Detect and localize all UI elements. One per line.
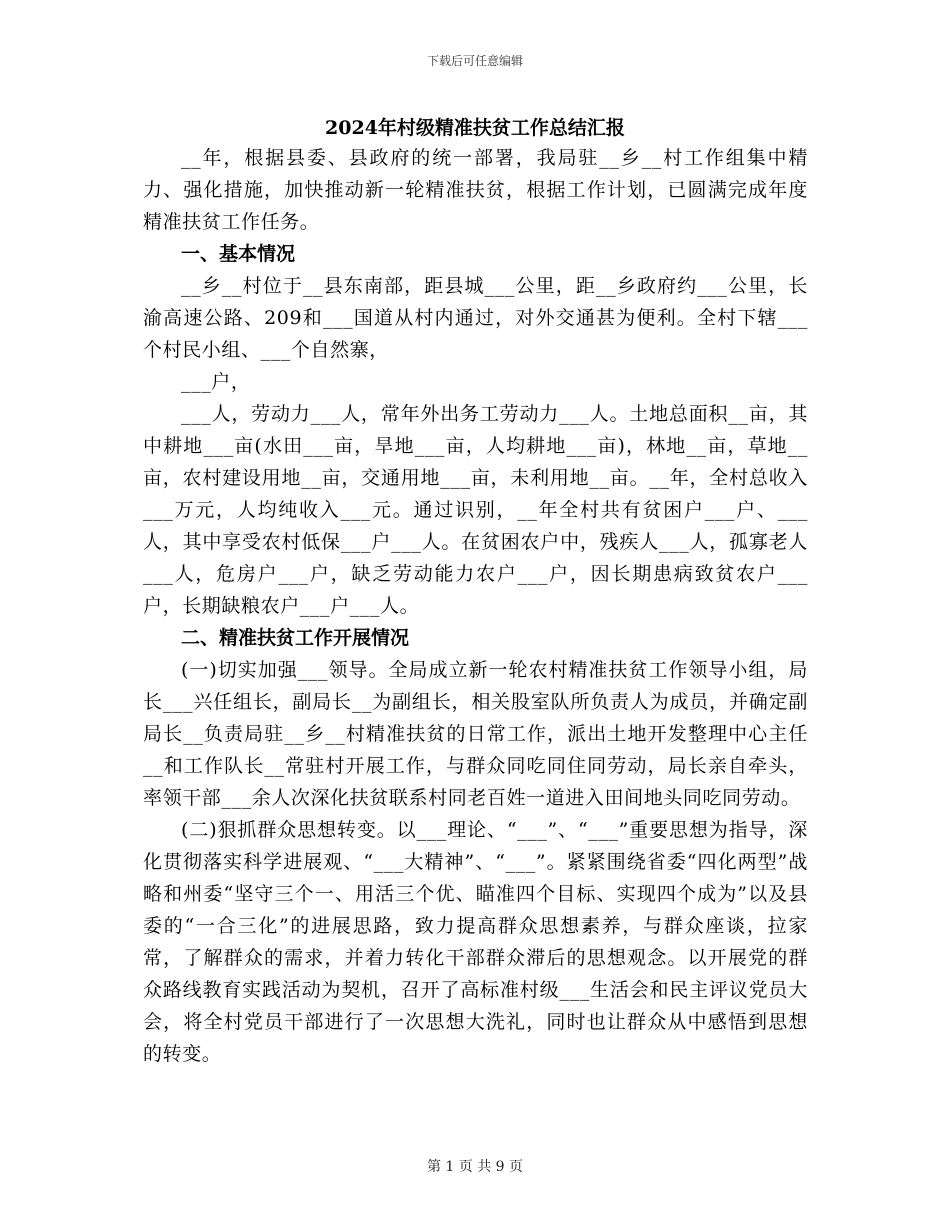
paragraph-location: __乡__村位于__县东南部，距县城___公里，距__乡政府约___公里，长渝高速公路、209和___国道从村内通过，对外交通甚为便利。全村下辖___个村民小组、___个自然寨， (143, 275, 808, 361)
paragraph-households: ___户， (181, 371, 251, 393)
document-title: 2024年村级精准扶贫工作总结汇报 (325, 117, 625, 139)
paragraph-intro: __年，根据县委、县政府的统一部署，我局驻__乡__村工作组集中精力、强化措施，加快推动新一轮精准扶贫，根据工作计划，已圆满完成年度精准扶贫工作任务。 (143, 147, 808, 233)
section-heading-work-progress: 二、精准扶贫工作开展情况 (181, 627, 410, 649)
paragraph-leadership: (一)切实加强___领导。全局成立新一轮农村精准扶贫工作领导小组，局长___兴任组长，副局长__为副组长，相关股室队所负责人为成员，并确定副局长__负责局驻__乡__村精准扶贫的日常工作，派出土地开发整理中心主任__和工作队长__常驻村开展工作，与群众同吃同住同劳动，局长亲自牵头，率领干部___余人次深化扶贫联系村同老百姓一道进入田间地头同吃同劳动。 (143, 659, 808, 809)
page-number: 第 1 页 共 9 页 (426, 1159, 524, 1175)
page-header-note: 下载后可任意编辑 (426, 54, 523, 68)
section-heading-basic-situation: 一、基本情况 (181, 243, 296, 265)
document-body (143, 142, 808, 1070)
paragraph-population-land: ___人，劳动力___人，常年外出务工劳动力___人。土地总面积__亩，其中耕地___亩(水田___亩，旱地___亩，人均耕地___亩)，林地__亩，草地__亩，农村建设用地__亩，交通用地___亩，未利用地__亩。__年，全村总收入___万元，人均纯收入___元。通过识别，__年全村共有贫困户___户、___人，其中享受农村低保___户___人。在贫困农户中，残疾人___人，孤寡老人___人，危房户___户，缺乏劳动能力农户___户，因长期患病致贫农户___户，长期缺粮农户___户___人。 (143, 403, 808, 617)
paragraph-thought-change: (二)狠抓群众思想转变。以___理论、“___”、“___”重要思想为指导，深化贯彻落实科学进展观、“___大精神”、“___”。紧紧围绕省委“四化两型”战略和州委“坚守三个一、用活三个优、瞄准四个目标、实现四个成为”以及县委的“一合三化”的进展思路，致力提高群众思想素养，与群众座谈，拉家常，了解群众的需求，并着力转化干部群众滞后的思想观念。以开展党的群众路线教育实践活动为契机，召开了高标准村级___生活会和民主评议党员大会，将全村党员干部进行了一次思想大洗礼，同时也让群众从中感悟到思想的转变。 (143, 819, 808, 1065)
